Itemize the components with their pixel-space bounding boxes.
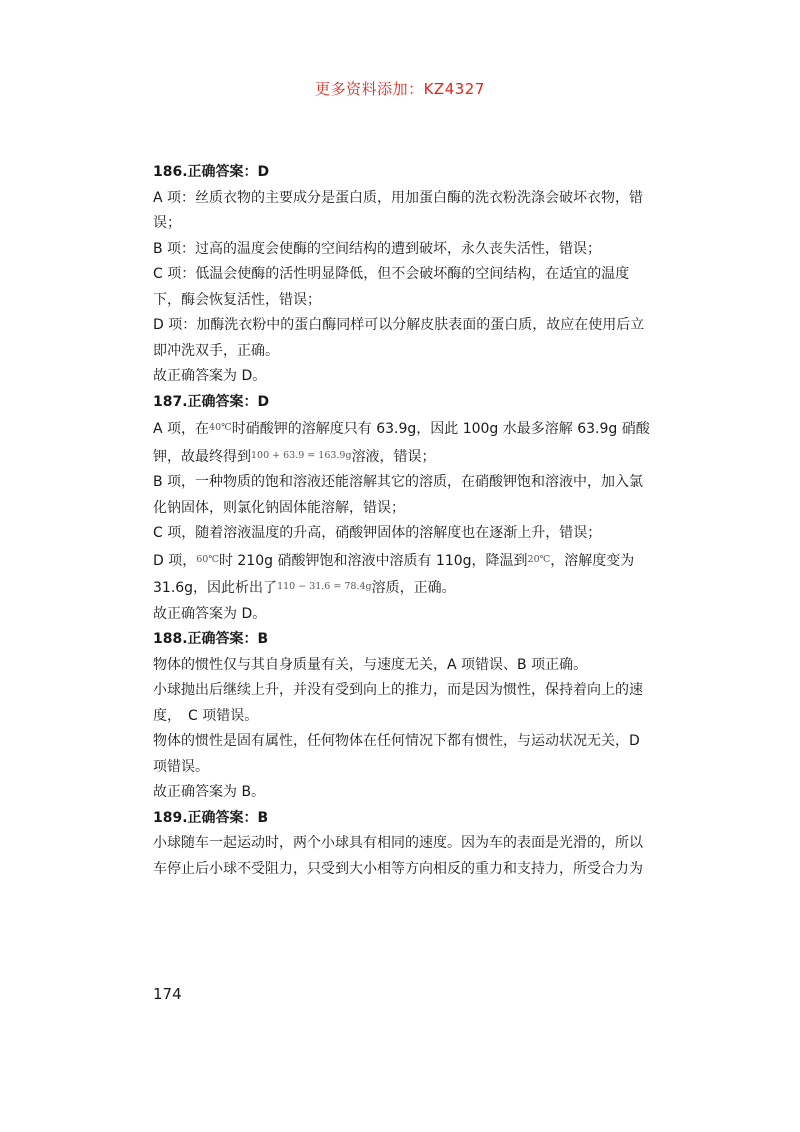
answer-content (153, 160, 653, 882)
q188-summary: 故正确答案为 B。 (153, 784, 266, 800)
q187-d-text-2: 时 210g 硝酸钾饱和溶液中溶质有 110g，降温到 (218, 552, 528, 569)
promo-header: 更多资料添加：KZ4327 (315, 80, 485, 98)
q187-title: 187.正确答案：D (153, 393, 270, 410)
q187-d-formula: 110 − 31.6 = 78.4g (277, 581, 372, 592)
q187-option-c: C 项，随着溶液温度的升高，硝酸钾固体的溶解度也在逐渐上升，错误； (153, 525, 602, 541)
q186-option-c: C 项：低温会使酶的活性明显降低，但不会破坏酶的空间结构，在适宜的温度下，酶会恢复活性，错误； (153, 266, 630, 308)
q189-paragraph-1: 小球随车一起运动时，两个小球具有相同的速度。因为车的表面是光滑的，所以车停止后小球不受阻力，只受到大小相等方向相反的重力和支持力，所受合力为 (153, 835, 643, 877)
q187-a-text-1: A 项，在 (153, 421, 210, 437)
q187-d-text-4: 溶质，正确。 (371, 580, 456, 596)
q188-paragraph-3: 物体的惯性是固有属性，任何物体在任何情况下都有惯性，与运动状况无关，D 项错误。 (153, 733, 640, 775)
q187-d-text-3: ，溶解度变为 31.6g，因此析出了 (153, 552, 635, 596)
q186-option-b: B 项：过高的温度会使酶的空间结构的遭到破坏，永久丧失活性，错误； (153, 240, 602, 257)
q187-a-text-3: 溶液，错误； (351, 448, 436, 465)
q188-paragraph-1: 物体的惯性仅与其自身质量有关，与速度无关，A 项错误、B 项正确。 (153, 656, 588, 673)
q187-option-d (153, 547, 653, 602)
q187-a-text-2: 时硝酸钾的溶解度只有 63.9g，因此 100g 水最多溶解 63.9g 硝酸钾，故最终得到 (153, 421, 650, 465)
q187-a-formula: 100 + 63.9 = 163.9g (251, 449, 352, 461)
q187-summary: 故正确答案为 D。 (153, 605, 267, 622)
q186-summary: 故正确答案为 D。 (153, 368, 267, 384)
q189-title: 189.正确答案：B (153, 809, 269, 826)
q187-a-temp: 40℃ (209, 422, 232, 433)
q187-option-b: B 项，一种物质的饱和溶液还能溶解其它的溶质，在硝酸钾饱和溶液中，加入氯化钠固体，则氯化钠固体能溶解，错误； (153, 474, 644, 516)
q187-d-temp-2: 20℃ (527, 553, 551, 565)
q187-d-text-1: D 项， (153, 552, 197, 569)
q188-title: 188.正确答案：B (153, 631, 269, 647)
q187-d-temp-1: 60℃ (196, 553, 219, 565)
q186-option-a: A 项：丝质衣物的主要成分是蛋白质，用加蛋白酶的洗衣粉洗涤会破坏衣物，错误； (153, 189, 644, 231)
q188-paragraph-2: 小球抛出后继续上升，并没有受到向上的推力，而是因为惯性，保持着向上的速度， C 项错误。 (153, 682, 643, 724)
q186-option-d: D 项：加酶洗衣粉中的蛋白酶同样可以分解皮肤表面的蛋白质，故应在使用后立即冲洗双手，正确。 (153, 317, 645, 359)
q186-title: 186.正确答案：D (153, 164, 270, 180)
q187-option-a (153, 415, 653, 470)
page-number: 174 (153, 985, 182, 1003)
